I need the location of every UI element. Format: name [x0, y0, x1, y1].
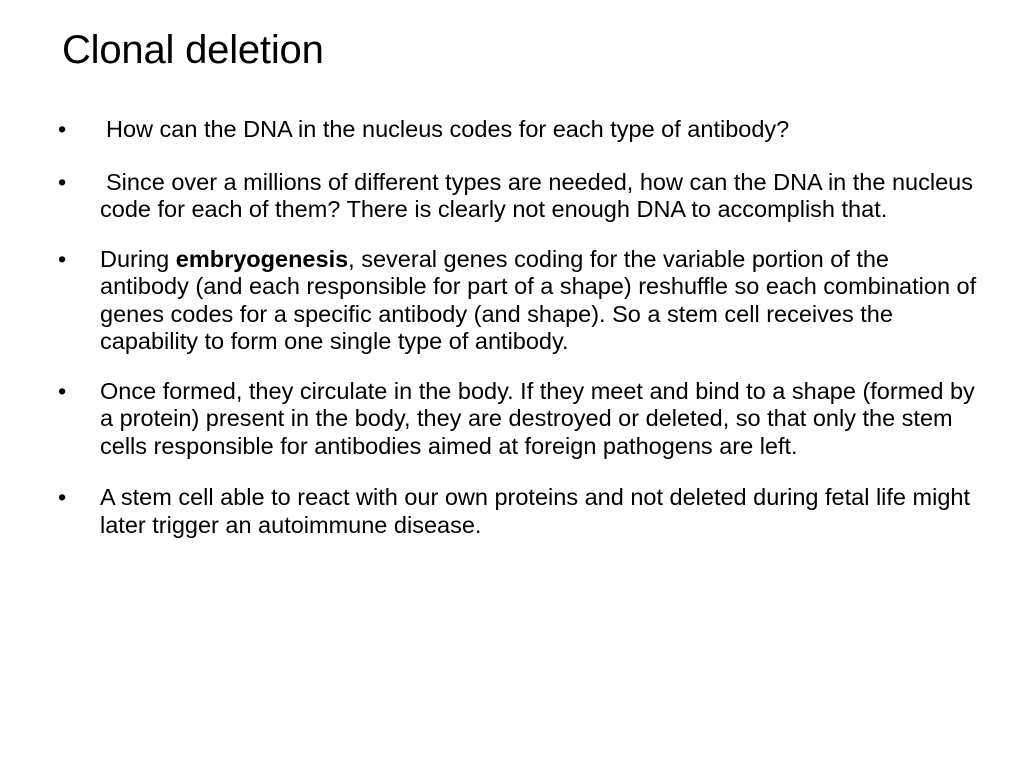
list-item: [58, 378, 978, 461]
slide-title: Clonal deletion: [62, 28, 324, 72]
bullet-list: [58, 110, 978, 564]
bullet-text: How can the DNA in the nucleus codes for each type of antibody?: [106, 116, 790, 142]
bullet-marker: •: [58, 245, 67, 272]
list-item: [58, 116, 978, 144]
list-item: [58, 169, 978, 224]
bullet-marker: •: [58, 168, 67, 195]
bullet-text: A stem cell able to react with our own proteins and not deleted during fetal life might later trigger an autoimmune disease.: [100, 484, 970, 538]
emphasized-term: embryogenesis: [175, 245, 349, 272]
list-item: [58, 246, 978, 356]
bullet-marker: •: [58, 484, 67, 510]
bullet-text: [100, 246, 976, 355]
bullet-text: Since over a millions of different types are needed, how can the DNA in the nucleus code for each of them? There is clearly not enough DNA to accomplish that.: [100, 168, 973, 222]
bullet-marker: •: [58, 116, 67, 142]
list-item: [58, 484, 978, 539]
bullet-marker: •: [58, 377, 67, 404]
bullet-text-end: , several genes coding for the variable portion of the antibody (and each responsible for part of a shape) reshuffle so each combination of genes codes for a specific antibody (and shape). So a stem cell receives the capability to form one single type of antibody.: [100, 245, 977, 354]
bullet-text: Once formed, they circulate in the body. If they meet and bind to a shape (formed by a protein) present in the body, they are destroyed or deleted, so that only the stem cells responsible for antibodies aimed at foreign pathogens are left.: [100, 377, 975, 459]
bullet-text-start: During: [100, 245, 176, 272]
